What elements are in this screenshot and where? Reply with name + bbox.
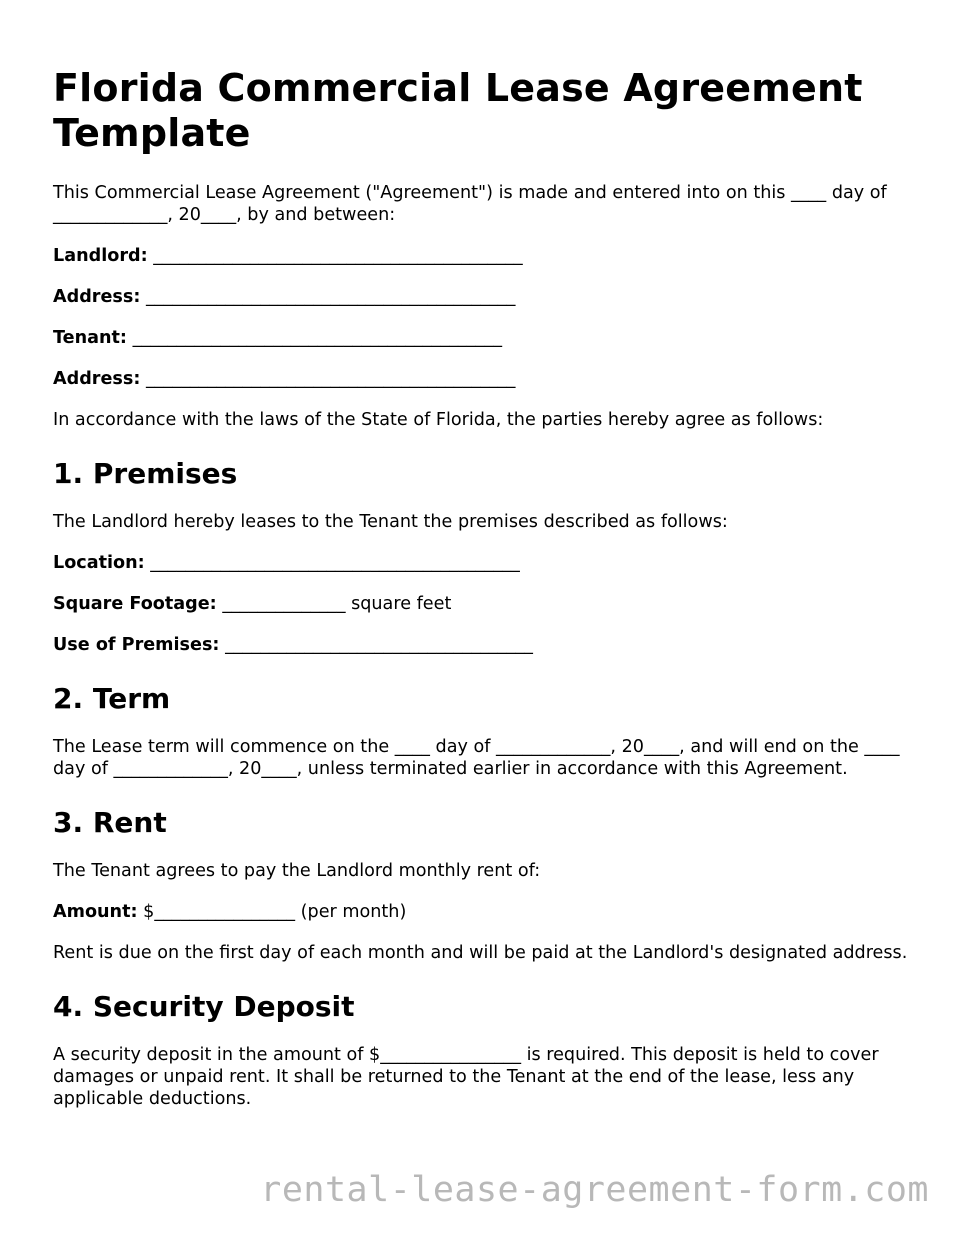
document-page	[53, 66, 913, 1129]
landlord-blank: __________________________________________	[153, 246, 523, 266]
tenant-label: Tenant:	[53, 328, 127, 348]
term-text: The Lease term will commence on the ____ day of _____________, 20____, and will end on the ____ day of _____________, 20____, unless terminated earlier in accordance with this Agreement.	[53, 737, 900, 779]
tenant-address-blank: __________________________________________	[146, 369, 516, 389]
landlord-label: Landlord:	[53, 246, 148, 266]
accordance-paragraph: In accordance with the laws of the State of Florida, the parties hereby agree as follows:	[53, 410, 824, 430]
tenant-address-label: Address:	[53, 369, 141, 389]
location-blank: __________________________________________	[150, 553, 520, 573]
rent-heading: 3. Rent	[53, 806, 167, 839]
use-of-premises-label: Use of Premises:	[53, 635, 220, 655]
term-heading: 2. Term	[53, 682, 171, 715]
premises-text: The Landlord hereby leases to the Tenant the premises described as follows:	[53, 512, 728, 532]
security-deposit-text: A security deposit in the amount of $________________ is required. This deposit is held to cover damages or unpaid rent. It shall be returned to the Tenant at the end of the lease, less any applicable deductions.	[53, 1045, 879, 1109]
rent-due-text: Rent is due on the first day of each month and will be paid at the Landlord's designated address.	[53, 943, 908, 963]
rent-amount-label: Amount:	[53, 902, 138, 922]
tenant-blank: __________________________________________	[132, 328, 503, 348]
use-of-premises-line	[53, 634, 913, 656]
landlord-line	[53, 245, 913, 267]
landlord-address-blank: __________________________________________	[146, 287, 516, 307]
landlord-address-line	[53, 286, 913, 308]
intro-paragraph: This Commercial Lease Agreement ("Agreement") is made and entered into on this ____ day of _____________, 20____, by and between:	[53, 183, 887, 225]
square-footage-label: Square Footage:	[53, 594, 217, 614]
rent-amount-line	[53, 901, 913, 923]
rent-amount-blank: $________________ (per month)	[143, 902, 407, 922]
square-footage-line	[53, 593, 913, 615]
security-deposit-heading: 4. Security Deposit	[53, 990, 355, 1023]
use-of-premises-blank: ___________________________________	[225, 635, 533, 655]
rent-text: The Tenant agrees to pay the Landlord monthly rent of:	[53, 861, 541, 881]
tenant-address-line	[53, 368, 913, 390]
location-label: Location:	[53, 553, 145, 573]
location-line	[53, 552, 913, 574]
square-footage-blank: ______________ square feet	[222, 594, 452, 614]
premises-heading: 1. Premises	[53, 457, 238, 490]
document-title: Florida Commercial Lease Agreement Template	[53, 66, 863, 155]
landlord-address-label: Address:	[53, 287, 141, 307]
tenant-line	[53, 327, 913, 349]
site-watermark: rental-lease-agreement-form.com	[260, 1170, 929, 1210]
